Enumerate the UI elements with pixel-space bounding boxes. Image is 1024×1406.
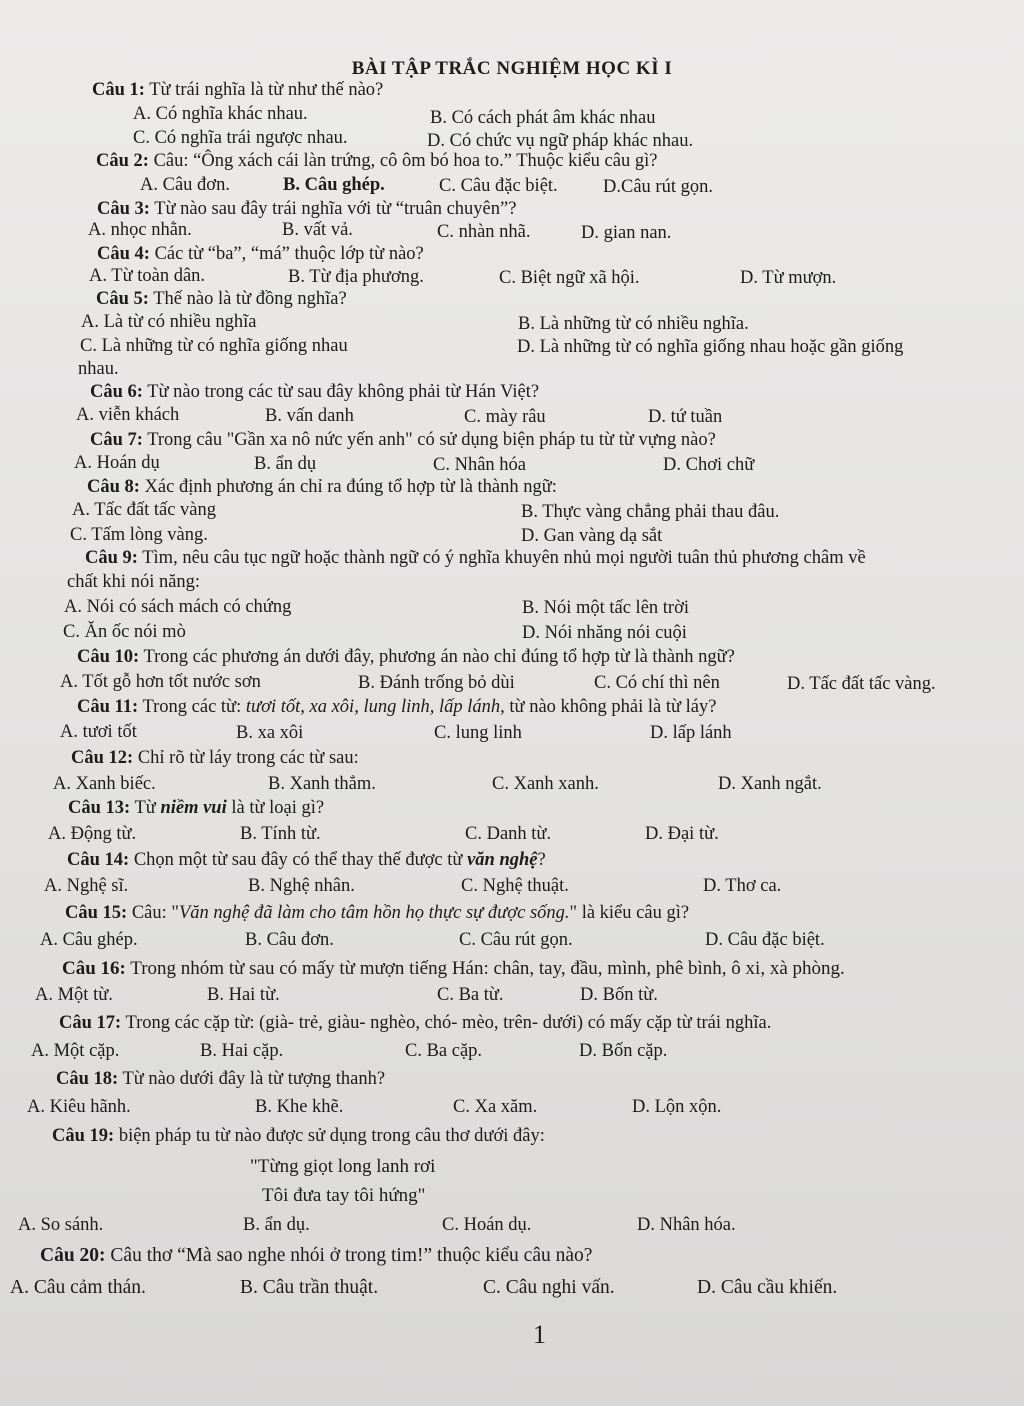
question-7-option-a: A. Hoán dụ [74, 453, 160, 473]
question-13-option-b: B. Tính từ. [240, 824, 321, 844]
question-14: Câu 14: Chọn một từ sau đây có thể thay thế được từ văn nghệ? [67, 850, 546, 870]
question-9-option-b: B. Nói một tấc lên trời [522, 598, 690, 618]
question-3-option-b: B. vất vả. [282, 220, 353, 240]
question-17-option-c: C. Ba cặp. [405, 1041, 483, 1061]
question-6-option-d: D. tứ tuần [648, 407, 723, 427]
question-5-option-d-continued: nhau. [78, 359, 119, 379]
question-15-option-b: B. Câu đơn. [245, 930, 334, 950]
question-19-option-a: A. So sánh. [18, 1215, 104, 1235]
question-12: Câu 12: Chỉ rõ từ láy trong các từ sau: [71, 748, 359, 768]
question-9-continued: chất khi nói năng: [67, 572, 201, 592]
question-20: Câu 20: Câu thơ “Mà sao nghe nhói ở trong tim!” thuộc kiểu câu nào? [40, 1245, 593, 1266]
question-4-option-d: D. Từ mượn. [740, 268, 837, 288]
question-13-option-c: C. Danh từ. [465, 824, 552, 844]
question-10-option-d: D. Tấc đất tấc vàng. [787, 674, 936, 694]
question-20-option-b: B. Câu trần thuật. [240, 1277, 379, 1298]
question-4-option-c: C. Biệt ngữ xã hội. [499, 268, 640, 288]
question-20-option-d: D. Câu cầu khiến. [697, 1277, 838, 1298]
question-12-option-b: B. Xanh thẳm. [268, 774, 376, 794]
question-9-option-c: C. Ăn ốc nói mò [63, 622, 186, 642]
question-13-option-a: A. Động từ. [48, 824, 137, 844]
question-6-option-b: B. vấn danh [265, 406, 354, 426]
question-16-option-a: A. Một từ. [35, 985, 113, 1005]
question-1-option-d: D. Có chức vụ ngữ pháp khác nhau. [427, 131, 694, 151]
question-18: Câu 18: Từ nào dưới đây là từ tượng thanh? [56, 1069, 386, 1089]
question-1: Câu 1: Từ trái nghĩa là từ như thế nào? [92, 80, 384, 100]
question-17-option-d: D. Bốn cặp. [579, 1041, 668, 1061]
question-10: Câu 10: Trong các phương án dưới đây, phương án nào chỉ đúng tổ hợp từ là thành ngữ? [77, 647, 735, 667]
question-8-option-a: A. Tấc đất tấc vàng [72, 500, 216, 520]
page-title: BÀI TẬP TRẮC NGHIỆM HỌC KÌ I [351, 58, 673, 79]
question-15-option-a: A. Câu ghép. [40, 930, 138, 950]
question-8-option-c: C. Tấm lòng vàng. [70, 525, 208, 545]
question-20-option-c: C. Câu nghi vấn. [483, 1277, 615, 1298]
question-6: Câu 6: Từ nào trong các từ sau đây không phải từ Hán Việt? [90, 382, 540, 402]
question-2-option-d: D.Câu rút gọn. [603, 177, 713, 197]
question-8: Câu 8: Xác định phương án chỉ ra đúng tổ hợp từ là thành ngữ: [87, 477, 557, 497]
question-3-option-d: D. gian nan. [581, 223, 672, 243]
question-7-option-d: D. Chơi chữ [663, 455, 755, 475]
question-5-option-a: A. Là từ có nhiều nghĩa [81, 312, 257, 332]
question-17: Câu 17: Trong các cặp từ: (già- trẻ, giàu- nghèo, chó- mèo, trên- dưới) có mấy cặp từ trái nghĩa. [59, 1013, 772, 1033]
question-14-option-c: C. Nghệ thuật. [461, 876, 569, 896]
question-1-option-a: A. Có nghĩa khác nhau. [133, 104, 308, 124]
question-11-option-b: B. xa xôi [236, 723, 304, 743]
question-13: Câu 13: Từ niềm vui là từ loại gì? [68, 798, 325, 818]
question-8-option-d: D. Gan vàng dạ sắt [521, 526, 663, 546]
question-16-option-d: D. Bốn từ. [580, 985, 658, 1005]
question-5-option-b: B. Là những từ có nhiều nghĩa. [518, 314, 749, 334]
poem-line-2: Tôi đưa tay tôi hứng" [262, 1185, 426, 1206]
question-7: Câu 7: Trong câu "Gần xa nô nức yến anh" có sử dụng biện pháp tu từ từ vựng nào? [90, 430, 716, 450]
question-12-option-c: C. Xanh xanh. [492, 774, 599, 794]
question-15-option-c: C. Câu rút gọn. [459, 930, 573, 950]
question-14-option-d: D. Thơ ca. [703, 876, 782, 896]
question-6-option-c: C. mày râu [464, 407, 546, 427]
question-20-option-a: A. Câu cảm thán. [10, 1277, 146, 1298]
question-11-option-a: A. tươi tốt [60, 722, 137, 742]
question-1-option-b: B. Có cách phát âm khác nhau [430, 108, 656, 128]
question-19-option-c: C. Hoán dụ. [442, 1215, 532, 1235]
question-9-option-d: D. Nói nhăng nói cuội [522, 623, 687, 643]
question-15-option-d: D. Câu đặc biệt. [705, 930, 825, 950]
question-8-option-b: B. Thực vàng chẳng phải thau đâu. [521, 502, 780, 522]
question-12-option-a: A. Xanh biếc. [53, 774, 156, 794]
question-16-option-c: C. Ba từ. [437, 985, 504, 1005]
question-19-option-d: D. Nhân hóa. [637, 1215, 736, 1235]
question-3-option-c: C. nhàn nhã. [437, 222, 531, 242]
question-9: Câu 9: Tìm, nêu câu tục ngữ hoặc thành ngữ có ý nghĩa khuyên nhủ mọi người tuân thủ phương châm về [85, 548, 866, 568]
question-17-option-b: B. Hai cặp. [200, 1041, 284, 1061]
question-2-option-c: C. Câu đặc biệt. [439, 176, 558, 196]
question-16: Câu 16: Trong nhóm từ sau có mấy từ mượn tiếng Hán: chân, tay, đầu, mình, phê bình, ô xi, xà phòng. [62, 958, 845, 979]
question-4-option-b: B. Từ địa phương. [288, 267, 424, 287]
question-2-option-a: A. Câu đơn. [140, 175, 230, 195]
question-11-option-c: C. lung linh [434, 723, 522, 743]
question-10-option-c: C. Có chí thì nên [594, 673, 720, 693]
question-11: Câu 11: Trong các từ: tươi tốt, xa xôi, lung linh, lấp lánh, từ nào không phải là từ láy? [77, 697, 717, 717]
question-3: Câu 3: Từ nào sau đây trái nghĩa với từ “truân chuyên”? [97, 199, 517, 219]
question-17-option-a: A. Một cặp. [31, 1041, 120, 1061]
question-18-option-d: D. Lộn xộn. [632, 1097, 722, 1117]
question-4: Câu 4: Các từ “ba”, “má” thuộc lớp từ nào? [97, 244, 424, 264]
question-19-option-b: B. ẩn dụ. [243, 1215, 310, 1235]
question-9-option-a: A. Nói có sách mách có chứng [64, 597, 292, 617]
question-5: Câu 5: Thế nào là từ đồng nghĩa? [96, 289, 347, 309]
question-11-option-d: D. lấp lánh [650, 723, 732, 743]
question-10-option-a: A. Tốt gỗ hơn tốt nước sơn [60, 672, 261, 692]
question-2-option-b: B. Câu ghép. [283, 175, 385, 195]
question-7-option-b: B. ẩn dụ [254, 454, 317, 474]
question-18-option-a: A. Kiêu hãnh. [27, 1097, 131, 1117]
question-4-option-a: A. Từ toàn dân. [89, 266, 206, 286]
question-18-option-c: C. Xa xăm. [453, 1097, 538, 1117]
question-14-option-a: A. Nghệ sĩ. [44, 876, 129, 896]
question-14-option-b: B. Nghệ nhân. [248, 876, 355, 896]
question-12-option-d: D. Xanh ngắt. [718, 774, 822, 794]
question-10-option-b: B. Đánh trống bỏ dùi [358, 673, 515, 693]
question-7-option-c: C. Nhân hóa [433, 455, 526, 475]
question-5-option-c: C. Là những từ có nghĩa giống nhau [80, 336, 348, 356]
question-1-option-c: C. Có nghĩa trái ngược nhau. [133, 128, 348, 148]
question-19: Câu 19: biện pháp tu từ nào được sử dụng trong câu thơ dưới đây: [52, 1126, 545, 1146]
question-2: Câu 2: Câu: “Ông xách cái làn trứng, cô ôm bó hoa to.” Thuộc kiểu câu gì? [96, 151, 658, 171]
question-16-option-b: B. Hai từ. [207, 985, 280, 1005]
page-number: 1 [533, 1320, 546, 1349]
question-13-option-d: D. Đại từ. [645, 824, 719, 844]
question-5-option-d: D. Là những từ có nghĩa giống nhau hoặc gần giống [517, 337, 904, 357]
question-3-option-a: A. nhọc nhằn. [88, 220, 192, 240]
question-15: Câu 15: Câu: "Văn nghệ đã làm cho tâm hồn họ thực sự được sống." là kiểu câu gì? [65, 903, 690, 923]
question-18-option-b: B. Khe khẽ. [255, 1097, 344, 1117]
poem-line-1: "Từng giọt long lanh rơi [250, 1156, 436, 1177]
question-6-option-a: A. viễn khách [76, 405, 180, 425]
